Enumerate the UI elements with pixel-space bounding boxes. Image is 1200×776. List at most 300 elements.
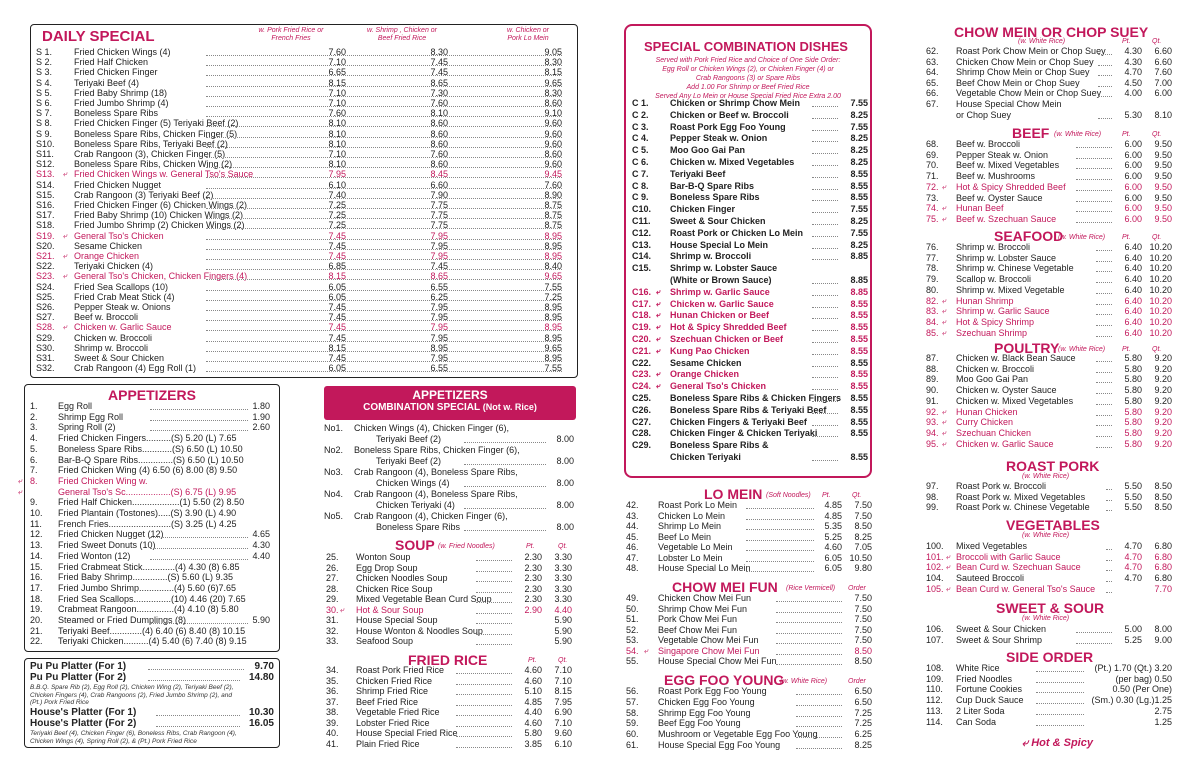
item-price: 8.50 [854,521,872,531]
item-number: 108. [926,663,944,673]
item-number: 50. [626,603,639,614]
item-price: 2.30 [524,583,542,594]
item-number: 48. [626,563,639,573]
leader-dots [1036,707,1084,715]
item-number: 77. [926,252,939,263]
item-number: C15. [632,263,652,274]
item-price: 6.40 [1124,306,1142,317]
item-price: 7.50 [854,614,872,624]
item-price: 1.80 [252,401,270,411]
chili-icon: ⤶ [946,583,951,593]
item-price: 8.15 [328,77,346,88]
item-price: 9.50 [1154,139,1172,149]
item-price: 8.95 [544,332,562,343]
item-price: 1.90 [252,411,270,422]
item-price: 7.45 [328,230,346,241]
leader-dots [812,99,838,107]
item-name: Chicken Finger & Chicken Teriyaki [670,428,818,439]
item-number: 9. [30,497,38,508]
item-name: General Tso's Chicken [670,381,767,392]
leader-dots [206,303,562,311]
item-name: Hunan Shrimp [956,295,1014,306]
item-number: 27. [326,573,339,583]
item-number: S 1. [36,47,53,57]
item-name: Beef Egg Foo Young [658,718,741,729]
fried-rice-list [326,666,574,756]
chili-icon: ⤶ [942,203,947,213]
item-number: S 4. [36,77,53,88]
item-number: 91. [926,395,939,406]
item-name: Beef Fried Rice [356,696,419,707]
menu-row [632,111,868,123]
vegetables-subtitle: (w. White Rice) [1022,532,1070,539]
leader-dots [206,160,562,168]
item-number: C18. [632,310,652,321]
combo-app-row [324,468,576,479]
soup-qt-header: Qt. [558,543,568,550]
leader-dots [1098,79,1112,87]
item-name: House Special Chow Mein [956,99,1062,109]
item-price: 4.40 [524,707,542,717]
item-price: 4.85 [824,510,842,521]
item-price: 7.10 [554,675,572,686]
item-name: Shrimp w. Garlic Sauce [670,286,770,297]
item-name: Shrimp Chow Mein or Chop Suey [956,67,1090,78]
item-number: S27. [36,312,55,323]
menu-row [30,552,274,563]
leader-dots [1076,636,1112,644]
leader-dots [812,146,838,154]
item-name: Fried Sea Scallops (10) [74,281,169,292]
side-order-title: SIDE ORDER [1006,649,1094,665]
item-number: C 9. [632,192,649,203]
item-number: 38. [326,707,339,717]
item-price: 9.50 [1154,213,1172,224]
item-price: 7.25 [328,210,346,221]
item-number: S18. [36,220,55,231]
chili-icon: ⤶ [946,551,951,561]
item-price: 2.30 [524,552,542,562]
item-price: 5.30 [1124,109,1142,120]
item-price: 4.00 [1124,88,1142,99]
leader-dots [1076,215,1112,223]
item-number: C24. [632,381,652,392]
item-name: Beef Lo Mein [658,531,712,542]
menu-row [626,594,872,605]
item-name: Orange Chicken [74,251,140,261]
chili-icon: ⤶ [946,562,951,572]
app-combo-header: APPETIZERS COMBINATION SPECIAL (Not w. Rice) [324,386,576,420]
item-price: 7.60 [1154,67,1172,78]
item-price: 8.25 [850,145,868,156]
item-name: Shrimp w. Lobster Sauce [670,263,778,274]
item-number: 16. [30,572,43,583]
beef-pt-header: Pt. [1122,131,1131,138]
item-number: 4. [30,433,38,444]
house-2-price: 16.05 [248,718,274,729]
item-price: 6.85 [328,261,346,272]
item-price: 8.25 [854,531,872,542]
item-number: C21. [632,345,652,356]
item-number: 104. [926,573,944,584]
item-price: 10.20 [1149,263,1172,274]
item-price: 7.75 [430,220,448,231]
item-price: 5.90 [554,615,572,625]
item-price: 8.55 [850,298,868,309]
item-number: C 6. [632,157,649,167]
combo-notes: Served with Pork Fried Rice and Choice of One Side Order: Egg Roll or Chicken Wings (2), or Chicken Finger (4) or Crab Rangoons (3) or Spare Ribs Add 1.00 For Shrimp or Beef Fried Rice Served Any Lo Mein or House Special Fried Rice Extra 2.00 [655,57,841,100]
item-number: C27. [632,416,652,427]
leader-dots [206,89,562,97]
daily-col3-header: w. Chicken or Pork Lo Mein [506,27,550,42]
item-price: 6.40 [1124,316,1142,327]
chili-icon: ⤶ [942,295,947,305]
leader-dots [812,193,838,201]
item-number: 55. [626,656,639,666]
item-price: 4.30 [252,540,270,551]
chili-icon: ⤶ [18,475,23,485]
chow-mein-title: CHOW MEIN OR CHOP SUEY [954,24,1149,40]
item-name: Fried Chicken Finger (5) Teriyaki Beef (2) [74,118,239,129]
item-price: 8.00 [556,500,574,510]
item-number: 19. [30,604,43,615]
item-name: Curry Chicken [956,417,1014,428]
item-price: 8.95 [544,353,562,363]
item-number: 79. [926,274,939,285]
leader-dots [464,501,546,509]
leader-dots [476,627,512,635]
daily-special-title: DAILY SPECIAL [42,28,155,45]
item-price: 7.55 [850,121,868,132]
pupu-2-label: Pu Pu Platter (For 2) [30,672,127,683]
house-2-label: House's Platter (For 2) [30,718,137,729]
item-price: 7.55 [544,281,562,292]
item-number: C 3. [632,121,649,132]
item-name: House Wonton & Noodles Soup [356,625,483,636]
item-price: 8.50 [854,656,872,666]
item-number: 107. [926,634,944,645]
item-price: 5.80 [1124,417,1142,428]
item-number: 22. [30,636,43,647]
item-price: 7.60 [328,47,346,57]
item-price: 10.20 [1149,295,1172,306]
item-name: Sweet & Sour Chicken [74,353,165,363]
item-name: Bar-B-Q Spare Ribs [670,180,755,191]
item-price: 8.55 [850,416,868,427]
item-price: 8.55 [850,310,868,321]
item-number: 53. [626,635,639,645]
item-price: 8.95 [544,251,562,261]
item-name: Crab Rangoon (4), Chicken Finger (6), [354,511,508,521]
item-name: Teriyaki Beef [670,168,726,179]
item-name: Sesame Chicken [670,357,742,368]
chili-icon: ⤶ [63,322,68,332]
item-name: House Special Chow Mei Fun [658,656,777,666]
item-price: 7.40 [328,189,346,200]
item-price: 4.40 [252,550,270,561]
leader-dots [812,158,838,166]
item-name: Pepper Steak w. Onions [74,302,171,312]
item-name: Beef Chow Mei Fun [658,624,738,635]
beef-qt-header: Qt. [1152,131,1162,138]
leader-dots [1106,553,1112,561]
leader-dots [476,637,512,645]
item-name: French Fries.........................(S) 3.25 (L) 4.25 [58,518,237,529]
item-price: 1.25 [1154,716,1172,727]
item-price: 4.65 [252,529,270,540]
item-price: 8.95 [544,322,562,333]
item-number: C 2. [632,109,649,120]
chili-icon: ⤶ [942,306,947,316]
item-number: 71. [926,171,939,182]
item-name: Fried Baby Shrimp (10) Chicken Wings (2) [74,210,244,221]
item-price: 6.25 [430,291,448,302]
leader-dots [812,182,838,190]
item-name: Egg Drop Soup [356,562,418,573]
leader-dots [776,626,842,634]
item-number: S 5. [36,87,53,98]
item-price: 7.25 [544,291,562,302]
leader-dots [1096,297,1112,305]
chili-icon: ⤶ [644,645,649,655]
menu-row [926,183,1174,194]
item-name: Fried Sweet Donuts (10) [58,540,156,551]
item-price: 6.00 [1154,88,1172,99]
item-price: 7.45 [328,312,346,323]
item-price: (Sm.) 0.30 (Lg.)1.25 [1091,695,1172,706]
menu-row [926,707,1174,718]
item-price: 8.55 [850,428,868,439]
item-price: 7.25 [328,200,346,210]
leader-dots [1036,696,1084,704]
item-name: Teriyaki Chicken (4) [74,261,154,272]
chili-icon: ⤶ [63,251,68,260]
item-price: 8.25 [850,133,868,144]
item-price: 8.00 [1154,624,1172,634]
item-number: S24. [36,281,55,292]
item-number: 64. [926,67,939,78]
item-name: Boneless Spare Ribs, Chicken Finger (5) [74,128,238,139]
item-number: 82. [926,295,939,306]
platter-content [30,662,274,746]
menu-row [926,636,1174,647]
item-name: Sweet & Sour Chicken [956,624,1047,634]
item-price: 7.75 [430,210,448,221]
item-name: Teriyaki Beef.............(4) 6.40 (6) 8.40 (8) 10.15 [58,625,246,636]
chow-mei-fun-title: CHOW MEI FUN [672,579,778,595]
item-number: 49. [626,593,639,603]
item-price: 8.55 [850,168,868,179]
item-number: 35. [326,675,339,686]
menu-row [926,111,1174,122]
item-name: Vegetable Lo Mein [658,542,733,552]
item-price: 4.60 [524,717,542,728]
item-number: 34. [326,665,339,675]
item-price: 4.70 [1124,551,1142,562]
item-number: S23. [36,271,55,282]
item-name: Boneless Spare Ribs [670,192,760,203]
leader-dots [1098,111,1112,119]
item-name: House Special Soup [356,615,438,625]
item-number: 10. [30,508,43,518]
combo-title: SPECIAL COMBINATION DISHES [644,39,848,54]
leader-dots [150,616,248,624]
item-name: Chicken Chow Mein or Chop Suey [956,56,1094,67]
leader-dots [812,311,838,319]
item-price: 3.85 [524,738,542,749]
item-price: 8.60 [544,98,562,108]
item-price: 6.55 [430,281,448,292]
item-price: 8.55 [850,393,868,403]
item-name: Boneless Spare Ribs [74,108,159,119]
item-number: 92. [926,406,939,417]
item-price: 7.45 [430,261,448,272]
leader-dots [746,501,814,509]
sweet-sour-subtitle: (w. White Rice) [1022,615,1070,622]
leader-dots [776,647,842,655]
chili-icon: ⤶ [942,316,947,326]
item-number: 58. [626,707,639,718]
fried-rice-title: FRIED RICE [408,652,488,668]
leader-dots [1096,386,1112,394]
item-price: 7.95 [328,169,346,180]
item-number: 80. [926,284,939,295]
leader-dots [464,523,546,531]
pupu-2-price: 14.80 [248,672,274,683]
menu-row [626,615,872,626]
item-number: 11. [30,518,42,529]
item-number: 93. [926,417,939,428]
item-number: C28. [632,428,652,439]
item-price: 5.25 [1124,634,1142,645]
item-number: 30. [326,604,339,615]
item-number: 65. [926,77,939,88]
leader-dots [812,359,838,367]
leader-dots [150,552,248,560]
item-price: 6.05 [824,552,842,563]
leader-dots [206,58,562,66]
item-name: Roast Pork Egg Foo Young [658,686,767,696]
item-price: 4.70 [1124,562,1142,573]
item-number: 1. [30,401,38,411]
soup-pt-header: Pt. [526,543,535,550]
item-name: Spring Roll (2) [58,422,116,433]
item-name: Beef w. Mixed Vegetables [956,160,1060,171]
soup-subtitle: (w. Fried Noodles) [438,543,495,550]
leader-dots [1098,58,1112,66]
item-price: 5.10 [524,686,542,696]
item-price: 5.80 [524,728,542,738]
item-name: Shrimp Fried Rice [356,686,429,696]
combo-app-row [324,446,576,457]
item-price: 8.30 [544,87,562,98]
menu-row [626,522,872,533]
leader-dots [206,109,562,117]
item-price: 8.75 [544,200,562,210]
item-number: 40. [326,728,339,738]
item-price: 6.60 [1154,56,1172,67]
item-price: 6.50 [854,696,872,707]
leader-dots [1096,275,1112,283]
item-name: House Special Egg Foo Young [658,740,781,750]
item-number: 52. [626,624,639,635]
menu-row [36,364,572,374]
item-name: Beef w. Oyster Sauce [956,192,1043,203]
item-number: No2. [324,445,344,455]
item-name: General Tso's Chicken, Chicken Fingers (4) [74,271,248,282]
item-number: C29. [632,440,652,451]
item-name: Roast Pork Fried Rice [356,665,445,675]
item-number: No1. [324,423,344,433]
poultry-subtitle: (w. White Rice) [1058,346,1106,353]
leader-dots [746,543,814,551]
mei-fun-subtitle: (Rice Vermicell) [786,585,836,592]
item-price: 9.20 [1154,395,1172,406]
item-number: 60. [626,729,639,740]
daily-col1-header: w. Pork Fried Rice or French Fries [258,27,324,42]
leader-dots [812,418,838,426]
item-name: Fried Baby Shrimp..............(S) 5.60 (L) 9.35 [58,572,234,583]
leader-dots [206,48,562,56]
chili-icon: ⤶ [942,438,947,448]
leader-dots [476,585,512,593]
leader-dots [812,453,838,461]
app-combo-list [324,424,576,536]
item-name: Fried Chicken Wings (4) [74,47,171,57]
leader-dots [456,729,512,737]
leader-dots [1036,718,1084,726]
leader-dots [150,541,248,549]
item-price: 7.45 [328,332,346,343]
item-price: 8.50 [1154,502,1172,513]
soup-list [326,553,574,653]
item-price: 9.20 [1154,438,1172,449]
item-number: S22. [36,261,55,272]
item-number: 74. [926,203,939,214]
leader-dots [776,657,842,665]
leader-dots [746,522,814,530]
seafood-list [926,243,1174,342]
leader-dots [1096,243,1112,251]
item-name: Hunan Beef [956,203,1004,214]
item-name: Roast Pork Lo Mein [658,500,738,510]
item-name: Chicken Egg Foo Young [658,696,755,707]
leader-dots [812,123,838,131]
item-number: 37. [326,696,339,707]
leader-dots [776,636,842,644]
item-price: 8.60 [544,149,562,159]
item-name: Chicken w. Broccoli [74,332,153,343]
item-name: Seafood Soup [356,636,414,646]
item-price: 10.50 [849,552,872,563]
item-name: Fried Chicken Fingers..........(S) 5.20 (L) 7.65 [58,433,237,444]
item-number: 25. [326,552,339,562]
house-1-price: 10.30 [248,707,274,718]
item-name: Shrimp Lo Mein [658,521,722,531]
menu-row [326,687,574,698]
hot-spicy-legend: ⤶ Hot & Spicy [1022,737,1093,749]
item-number: S26. [36,302,55,312]
leader-dots [1036,664,1084,672]
item-number: 102. [926,562,944,573]
item-number: 113. [926,705,943,716]
item-name: Fried Wonton (12) [58,550,131,561]
leader-dots [812,134,838,142]
item-price: 9.20 [1154,417,1172,428]
item-price: 6.60 [1154,46,1172,56]
item-price: 5.80 [1124,363,1142,374]
item-price: 6.40 [1124,327,1142,338]
